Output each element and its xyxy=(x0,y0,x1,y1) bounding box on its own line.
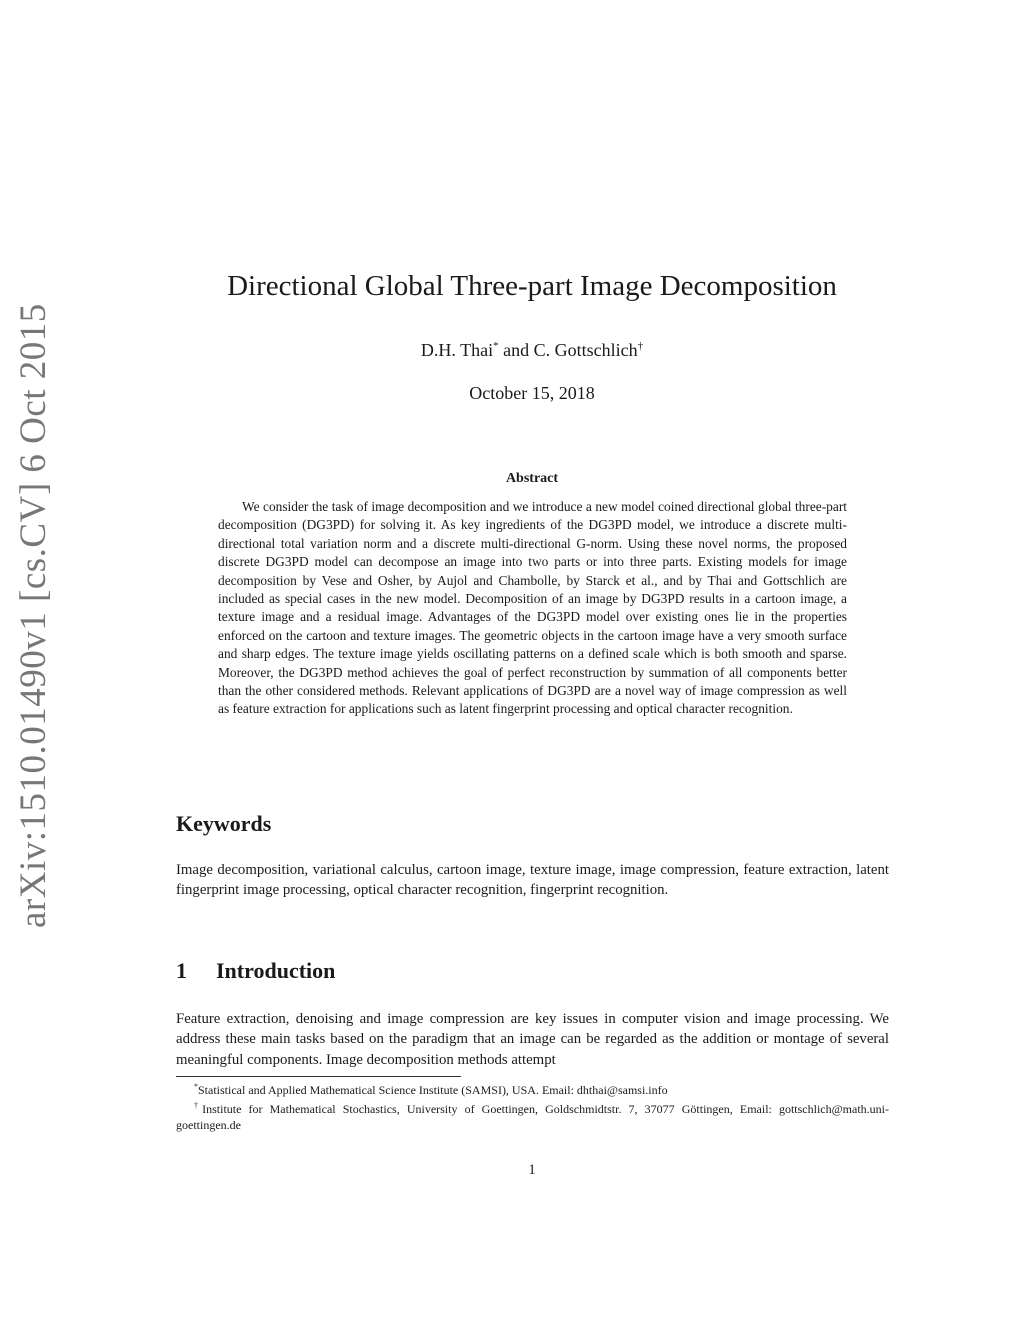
footnote-goettingen xyxy=(176,1098,889,1133)
footnote-divider xyxy=(176,1076,461,1077)
footnote-text: Institute for Mathematical Stochastics, University of Goettingen, Goldschmidtstr. 7, 37077 Göttingen, Email: gottschlich@math.uni-goettingen.de xyxy=(176,1102,889,1132)
footnote-text: Statistical and Applied Mathematical Science Institute (SAMSI), USA. Email: dhthai@samsi.info xyxy=(198,1083,668,1097)
page-number: 1 xyxy=(528,1162,536,1178)
author-gottschlich: C. Gottschlich xyxy=(533,340,638,360)
keywords-text: Image decomposition, variational calculus, cartoon image, texture image, image compression, feature extraction, latent fingerprint image processing, optical character recognition, fingerprint recognition. xyxy=(176,862,889,899)
author-connector: and xyxy=(498,340,534,360)
author-gottschlich-footnote-mark: † xyxy=(637,340,644,352)
introduction-heading xyxy=(176,956,335,986)
author-thai-footnote-mark: * xyxy=(493,340,499,352)
abstract-text: We consider the task of image decomposition and we introduce a new model coined directional global three-part decomposition (DG3PD) for solving it. As key ingredients of the DG3PD model, we introduce a discrete multi-directional total variation norm and a discrete multi-directional G-norm. Using these novel norms, the proposed discrete DG3PD model can decompose an image into two parts or into three parts. Existing models for image decomposition by Vese and Osher, by Aujol and Chambolle, by Starck et al., and by Thai and Gottschlich are included as special cases in the new model. Decomposition of an image by DG3PD results in a cartoon image, a texture image and a residual image. Advantages of the DG3PD model over existing ones lie in the properties enforced on the cartoon and texture images. The geometric objects in the cartoon image have a very smooth surface and sharp edges. The texture image yields oscillating patterns on a defined scale which is both smooth and sparse. Moreover, the DG3PD method achieves the goal of perfect reconstruction by summation of all components better than the other considered methods. Relevant applications of DG3PD are a novel way of image compression as well as feature extraction for applications such as latent fingerprint processing and optical character recognition. xyxy=(218,499,847,717)
paper-date: October 15, 2018 xyxy=(469,383,595,403)
footnote-samsi xyxy=(176,1079,889,1098)
introduction-text: Feature extraction, denoising and image compression are key issues in computer vision and image processing. We address these main tasks based on the paradigm that an image can be regarded as the addition or montage of several meaningful components. Image decomposition methods attempt xyxy=(176,1011,889,1068)
section-title: Introduction xyxy=(216,958,336,983)
author-line xyxy=(150,333,914,363)
author-thai: D.H. Thai xyxy=(420,340,494,360)
section-number: 1 xyxy=(176,958,187,983)
arxiv-identifier-stamp: arXiv:1510.01490v1 [cs.CV] 6 Oct 2015 xyxy=(13,303,54,928)
paper-title: Directional Global Three-part Image Decomposition xyxy=(227,270,837,302)
footnote-mark: * xyxy=(194,1082,198,1091)
keywords-heading: Keywords xyxy=(176,811,272,836)
abstract-heading: Abstract xyxy=(505,471,559,486)
footnotes xyxy=(176,1079,889,1133)
footnote-mark: † xyxy=(194,1101,203,1110)
